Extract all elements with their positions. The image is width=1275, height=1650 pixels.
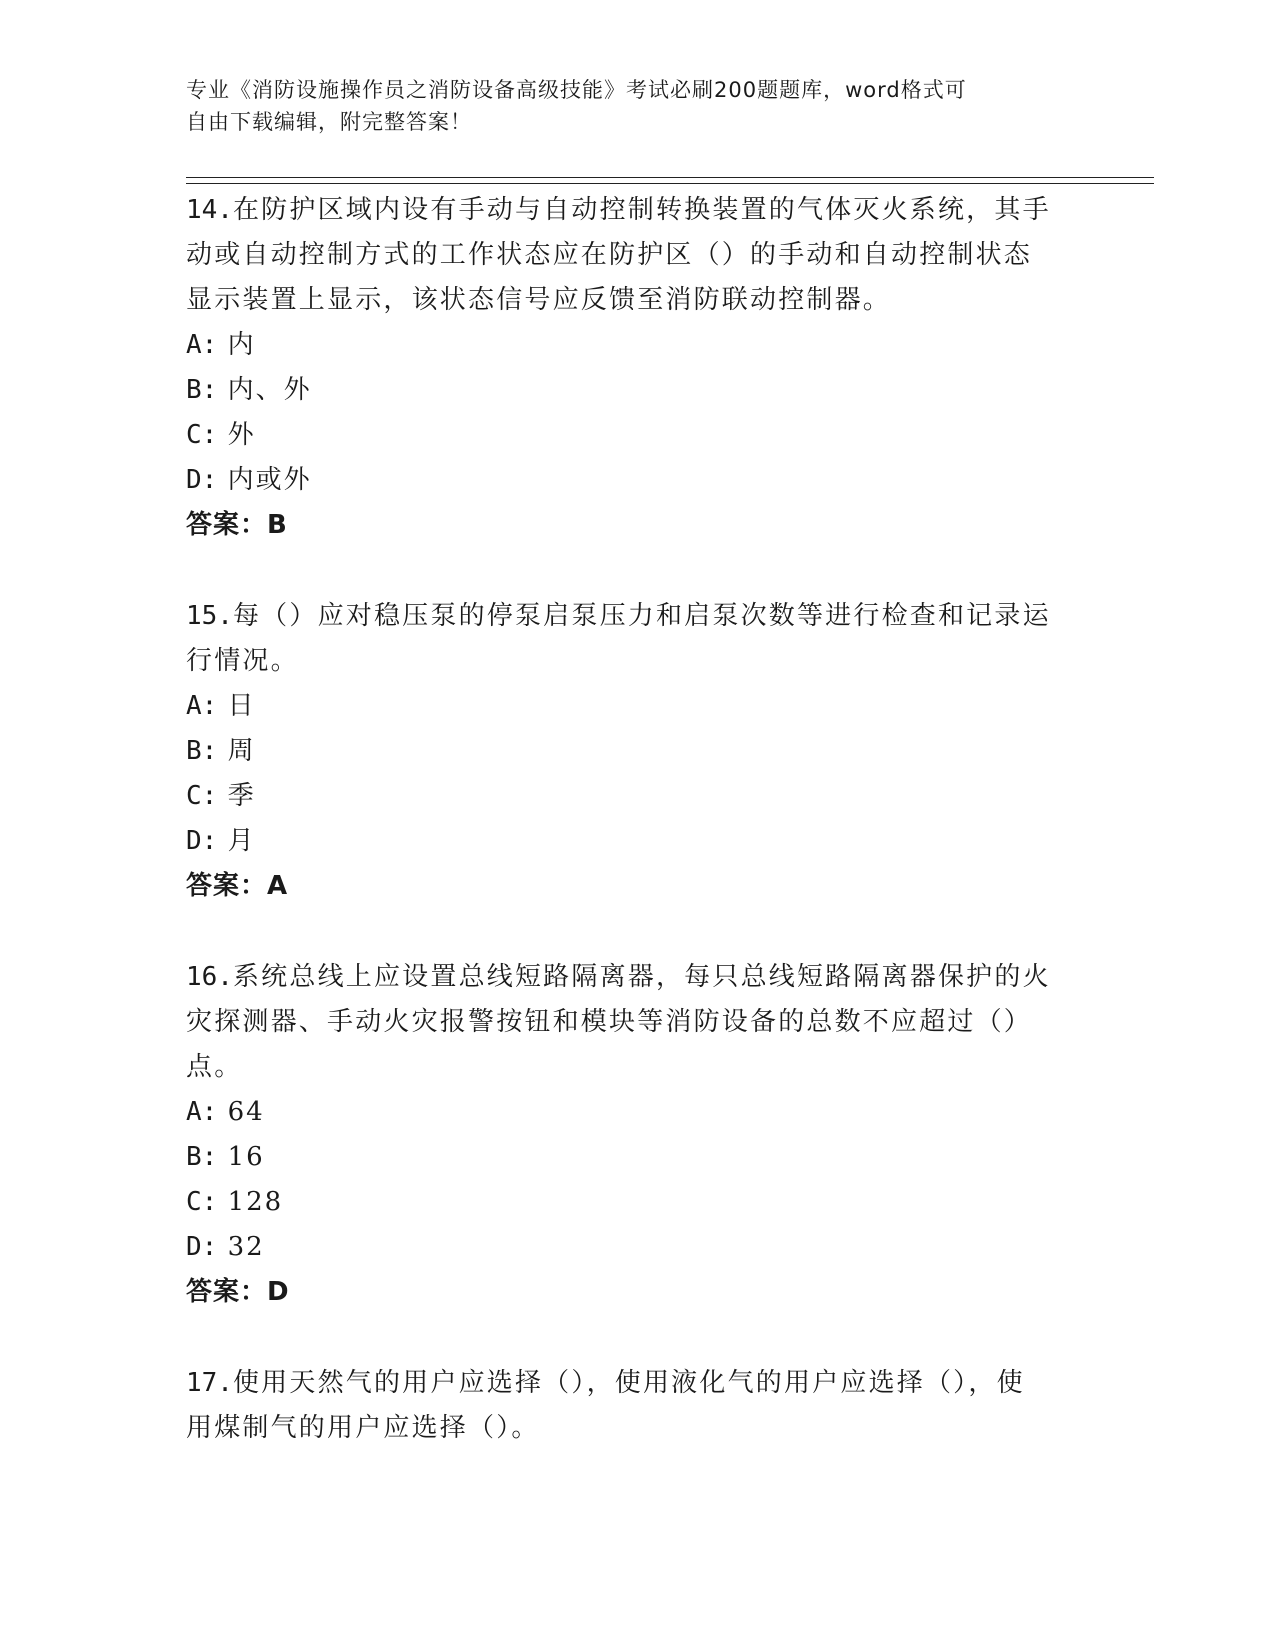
question-15 bbox=[186, 594, 1086, 909]
question-16 bbox=[186, 955, 1086, 1315]
option-text: 周 bbox=[227, 736, 256, 766]
option-a bbox=[186, 684, 1086, 729]
option-text: 16 bbox=[227, 1142, 265, 1172]
answer-line: 答案：B bbox=[186, 510, 288, 540]
option-letter: B: bbox=[186, 736, 218, 766]
option-text: 内 bbox=[227, 330, 256, 360]
option-letter: B: bbox=[186, 375, 218, 405]
option-text: 64 bbox=[227, 1097, 265, 1127]
option-text: 月 bbox=[227, 826, 256, 856]
question-text bbox=[186, 188, 1086, 233]
option-text: 外 bbox=[227, 420, 256, 450]
option-text: 内或外 bbox=[227, 465, 312, 495]
question-text-line: 用煤制气的用户应选择（）。 bbox=[186, 1413, 540, 1443]
option-letter: C: bbox=[186, 781, 218, 811]
option-a bbox=[186, 1090, 1086, 1135]
option-letter: A: bbox=[186, 691, 218, 721]
header-divider-top bbox=[186, 177, 1154, 178]
option-b bbox=[186, 1135, 1086, 1180]
option-text: 32 bbox=[227, 1232, 265, 1262]
option-text: 季 bbox=[227, 781, 256, 811]
question-text-line: 在防护区域内设有手动与自动控制转换装置的气体灭火系统，其手 bbox=[232, 195, 1051, 225]
option-a bbox=[186, 323, 1086, 368]
option-letter: D: bbox=[186, 465, 218, 495]
question-number: 14. bbox=[186, 195, 233, 225]
option-c bbox=[186, 413, 1086, 458]
option-text: 128 bbox=[227, 1187, 284, 1217]
option-letter: D: bbox=[186, 1232, 218, 1262]
answer-line: 答案：A bbox=[186, 871, 289, 901]
question-number: 17. bbox=[186, 1368, 233, 1398]
option-letter: C: bbox=[186, 1187, 218, 1217]
option-text: 日 bbox=[227, 691, 256, 721]
question-text bbox=[186, 955, 1086, 1000]
question-text-line: 使用天然气的用户应选择（），使用液化气的用户应选择（），使 bbox=[232, 1368, 1025, 1398]
option-d bbox=[186, 1225, 1086, 1270]
option-letter: A: bbox=[186, 1097, 218, 1127]
option-text: 内、外 bbox=[227, 375, 312, 405]
question-number: 16. bbox=[186, 962, 233, 992]
question-text-line: 点。 bbox=[186, 1052, 243, 1082]
question-text-line: 行情况。 bbox=[186, 646, 299, 676]
option-c bbox=[186, 1180, 1086, 1225]
header-line-2: 自由下载编辑，附完整答案！ bbox=[186, 110, 472, 134]
question-text-line: 灾探测器、手动火灾报警按钮和模块等消防设备的总数不应超过（） bbox=[186, 1007, 1033, 1037]
question-text-line: 显示装置上显示，该状态信号应反馈至消防联动控制器。 bbox=[186, 285, 892, 315]
header-line-1: 专业《消防设施操作员之消防设备高级技能》考试必刷200题题库，word格式可 bbox=[186, 78, 967, 102]
document-header bbox=[186, 74, 1066, 138]
option-b bbox=[186, 368, 1086, 413]
option-letter: B: bbox=[186, 1142, 218, 1172]
question-14 bbox=[186, 188, 1086, 548]
question-text-line: 系统总线上应设置总线短路隔离器，每只总线短路隔离器保护的火 bbox=[232, 962, 1051, 992]
option-b bbox=[186, 729, 1086, 774]
option-d bbox=[186, 819, 1086, 864]
question-text bbox=[186, 594, 1086, 639]
option-d bbox=[186, 458, 1086, 503]
question-text bbox=[186, 1361, 1086, 1406]
option-letter: D: bbox=[186, 826, 218, 856]
option-letter: C: bbox=[186, 420, 218, 450]
answer-line: 答案：D bbox=[186, 1277, 290, 1307]
question-number: 15. bbox=[186, 601, 233, 631]
header-divider-bottom bbox=[186, 183, 1154, 184]
question-text-line: 动或自动控制方式的工作状态应在防护区（）的手动和自动控制状态 bbox=[186, 240, 1033, 270]
question-17 bbox=[186, 1361, 1086, 1451]
option-c bbox=[186, 774, 1086, 819]
option-letter: A: bbox=[186, 330, 218, 360]
question-text-line: 每（）应对稳压泵的停泵启泵压力和启泵次数等进行检查和记录运 bbox=[232, 601, 1051, 631]
